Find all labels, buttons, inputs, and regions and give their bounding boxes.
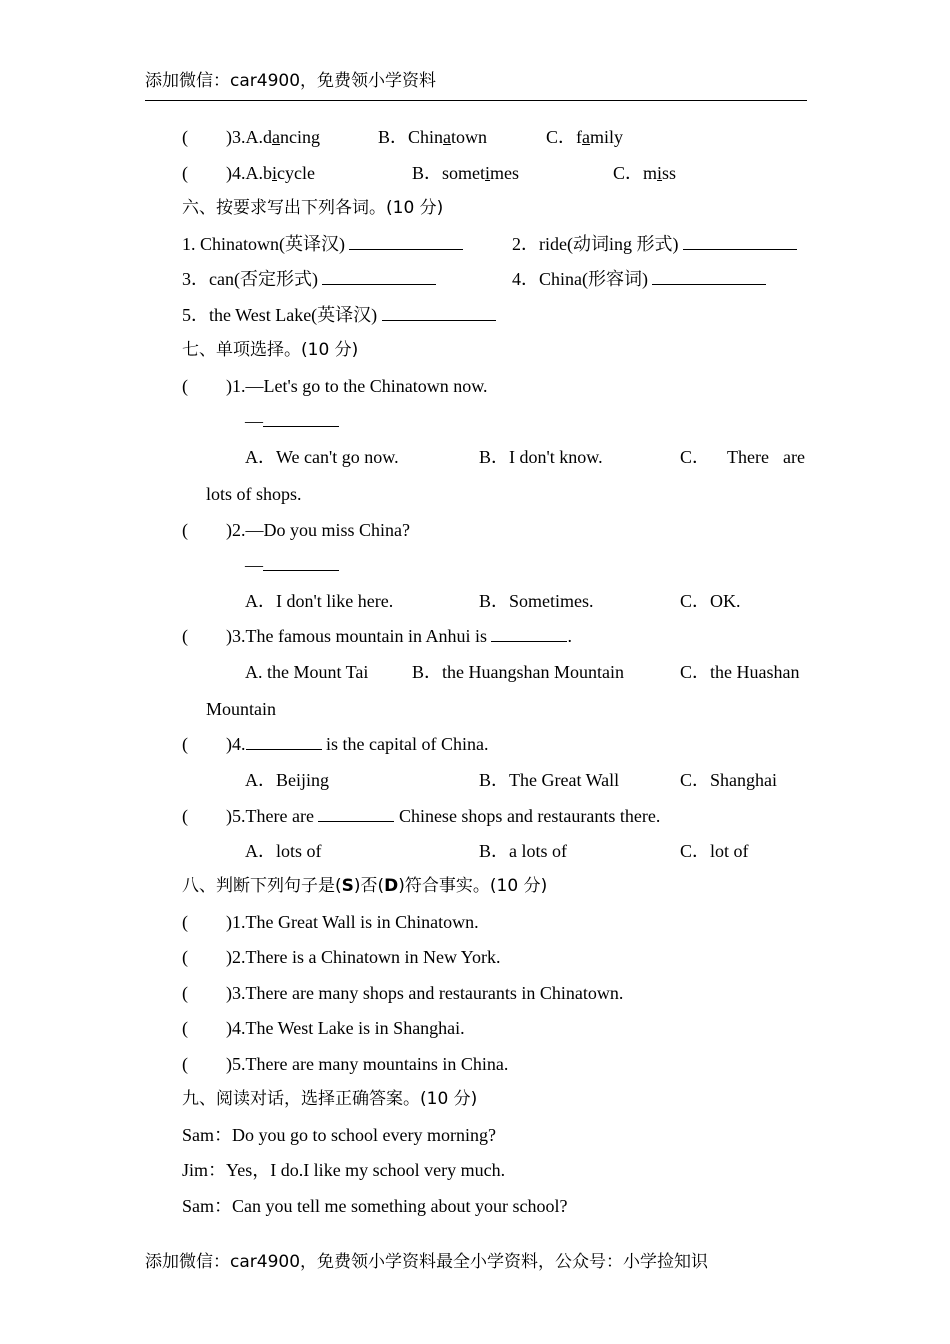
answer-blank[interactable] xyxy=(263,554,339,571)
judge-item-2: ( )2.There is a Chinatown in New York. xyxy=(182,947,501,967)
word-item-5: 5．the West Lake(英译汉) xyxy=(182,304,496,326)
dialogue-line-3: Sam：Can you tell me something about your school? xyxy=(182,1196,568,1216)
word-item-2: 2．ride(动词ing 形式) xyxy=(512,233,797,255)
choice-question-1: ( )1.—Let's go to the Chinatown now. xyxy=(182,376,488,396)
question-5-3: ( )3.A.dancing xyxy=(182,127,320,147)
page-header: 添加微信：car4900，免费领小学资料 xyxy=(145,71,437,91)
choice-question-4: ( )4. is the capital of China. xyxy=(182,734,489,754)
page-footer: 添加微信：car4900，免费领小学资料最全小学资料，公众号：小学捡知识 xyxy=(145,1252,709,1272)
option-3-b: B．the Huangshan Mountain xyxy=(412,662,624,682)
answer-blank[interactable] xyxy=(491,625,567,642)
answer-blank[interactable] xyxy=(322,268,436,285)
section-8-title: 八、判断下列句子是(S)否(D)符合事实。(10 分) xyxy=(182,876,548,896)
answer-blank[interactable] xyxy=(683,233,797,250)
judge-item-4: ( )4.The West Lake is in Shanghai. xyxy=(182,1018,465,1038)
dialogue-line-1: Sam：Do you go to school every morning? xyxy=(182,1125,496,1145)
option-5-4-b: B．sometimes xyxy=(412,163,520,183)
section-7-title: 七、单项选择。(10 分) xyxy=(182,340,359,360)
option-3-a: A. the Mount Tai xyxy=(245,662,369,682)
option-2-c: C．OK. xyxy=(680,591,741,611)
option-5-c: C．lot of xyxy=(680,841,749,861)
choice-question-2: ( )2.—Do you miss China? xyxy=(182,520,410,540)
option-1-c-label: C． xyxy=(680,447,711,467)
reply-line: — xyxy=(245,554,339,576)
choice-question-5: ( )5.There are Chinese shops and restaurants there. xyxy=(182,806,661,826)
option-3-c: C．the Huashan xyxy=(680,662,800,682)
option-1-c-word1: There xyxy=(727,447,769,467)
option-3-c-continued: Mountain xyxy=(206,699,276,719)
option-5-3-c: C．family xyxy=(546,127,624,147)
answer-blank[interactable] xyxy=(246,733,322,750)
header-divider xyxy=(145,100,807,101)
option-4-c: C．Shanghai xyxy=(680,770,777,790)
answer-blank[interactable] xyxy=(318,805,394,822)
word-item-1: 1. Chinatown(英译汉) xyxy=(182,233,463,255)
answer-blank[interactable] xyxy=(652,268,766,285)
judge-item-3: ( )3.There are many shops and restaurants in Chinatown. xyxy=(182,983,624,1003)
reply-line: — xyxy=(245,410,339,432)
option-1-c-continued: lots of shops. xyxy=(206,484,302,504)
section-6-title: 六、按要求写出下列各词。(10 分) xyxy=(182,198,444,218)
option-4-b: B．The Great Wall xyxy=(479,770,620,790)
answer-blank[interactable] xyxy=(349,233,463,250)
word-item-3: 3．can(否定形式) xyxy=(182,268,436,290)
section-9-title: 九、阅读对话，选择正确答案。(10 分) xyxy=(182,1089,478,1109)
option-5-a: A．lots of xyxy=(245,841,322,861)
option-2-a: A．I don't like here. xyxy=(245,591,394,611)
option-4-a: A．Beijing xyxy=(245,770,329,790)
option-5-3-b: B．Chinatown xyxy=(378,127,488,147)
option-5-b: B．a lots of xyxy=(479,841,567,861)
judge-item-1: ( )1.The Great Wall is in Chinatown. xyxy=(182,912,479,932)
answer-blank[interactable] xyxy=(382,304,496,321)
word-item-4: 4．China(形容词) xyxy=(512,268,766,290)
option-2-b: B．Sometimes. xyxy=(479,591,594,611)
choice-question-3: ( )3.The famous mountain in Anhui is . xyxy=(182,626,572,646)
option-1-c-word2: are xyxy=(783,447,805,467)
option-5-4-c: C．miss xyxy=(613,163,677,183)
judge-item-5: ( )5.There are many mountains in China. xyxy=(182,1054,509,1074)
dialogue-line-2: Jim：Yes，I do.I like my school very much. xyxy=(182,1160,506,1180)
question-5-4: ( )4.A.bicycle xyxy=(182,163,315,183)
answer-blank[interactable] xyxy=(263,410,339,427)
option-1-b: B．I don't know. xyxy=(479,447,603,467)
option-1-a: A．We can't go now. xyxy=(245,447,399,467)
